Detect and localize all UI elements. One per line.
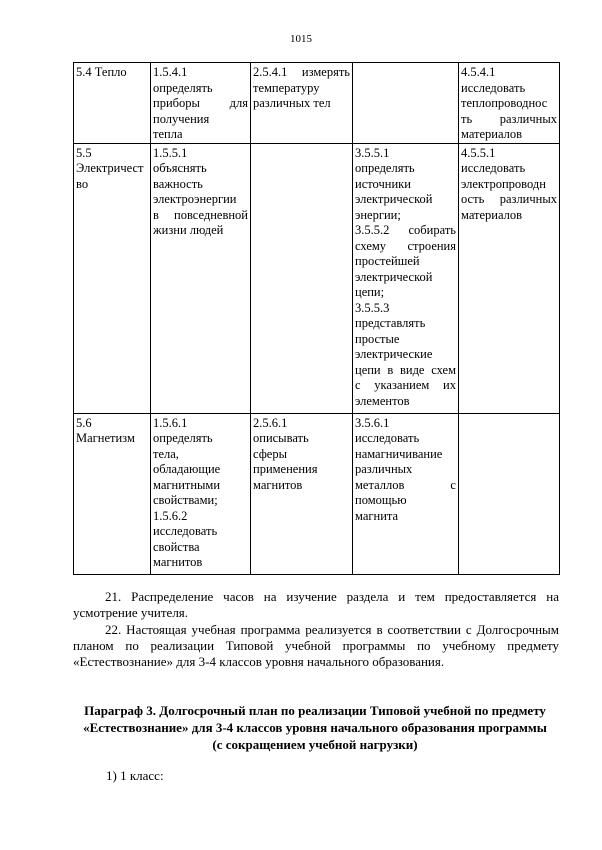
cell-text-line: помощью — [355, 493, 407, 507]
long-term-plan-table — [73, 62, 560, 575]
cell-text-line: 3.5.5.3 — [355, 300, 390, 315]
cell-text-line: простые — [355, 331, 400, 346]
cell-text-line: 3.5.5.1 — [355, 145, 390, 160]
cell-text-line: цепи в виде схем — [355, 362, 456, 377]
paragraph-22: 22. Настоящая учебная программа реализуется в соответствии с Долгосрочным планом по реализации Типовой учебной программы по учебному предмету «Естествознание» для 3-4 классов уровня начального образования. — [73, 622, 559, 669]
table-cell — [251, 413, 353, 574]
cell-text-line: 2.5.4.1 измерять — [253, 65, 350, 79]
cell-text-line: 1.5.6.2 — [153, 508, 188, 523]
cell-text-line: электроэнергии — [153, 192, 237, 206]
paragraph-21: 21. Распределение часов на изучение раздела и тем предоставляется на усмотрение учителя. — [73, 589, 559, 620]
table-cell — [251, 63, 353, 144]
cell-text-line: свойствами; — [153, 493, 218, 507]
table-cell — [251, 143, 353, 413]
cell-text-line: исследовать — [153, 524, 218, 538]
cell-text-line: жизни людей — [153, 223, 224, 237]
cell-text-line: теплопроводнос — [461, 96, 548, 110]
cell-text-line: ость различных — [461, 192, 557, 206]
section-heading: Параграф 3. Долгосрочный план по реализации Типовой учебной по предмету «Естествознание» для 3-4 классов уровня начального образования программы (с сокращением учебной нагрузки) — [83, 703, 547, 752]
cell-text-line: 2.5.6.1 — [253, 415, 288, 430]
cell-text-line: 1.5.6.1 — [153, 415, 188, 430]
cell-text-line: представлять — [355, 316, 426, 330]
cell-text-line: исследовать — [461, 161, 526, 175]
cell-text-line: источники — [355, 176, 411, 191]
table-cell — [459, 63, 560, 144]
table-cell — [353, 413, 459, 574]
table-cell — [459, 413, 560, 574]
cell-text-line: материалов — [461, 207, 523, 222]
table-cell — [74, 413, 151, 574]
table-cell — [151, 413, 251, 574]
cell-text-line: магнитными — [153, 477, 221, 492]
cell-text-line: магнитов — [153, 555, 203, 569]
table-row — [74, 63, 560, 144]
cell-text-line: тепла — [153, 127, 183, 141]
cell-text-line: 4.5.5.1 — [461, 145, 496, 160]
cell-text-line: 1.5.4.1 — [153, 65, 188, 79]
cell-text-line: объяснять — [153, 161, 207, 175]
table-cell — [151, 63, 251, 144]
cell-text-line: получения — [153, 111, 210, 126]
cell-text-line: материалов — [461, 127, 523, 141]
cell-text-line: сферы — [253, 446, 287, 461]
cell-text-line: магнитов — [253, 477, 303, 492]
cell-text-line: описывать — [253, 431, 309, 445]
cell-text-line: намагничивание — [355, 446, 443, 461]
cell-text-line: обладающие — [153, 462, 221, 476]
page-number: 1015 — [290, 33, 312, 45]
cell-text-line: свойства — [153, 539, 200, 554]
cell-text-line: с указанием их — [355, 378, 456, 392]
cell-text-line: в повседневной — [153, 207, 248, 222]
cell-text-line: 1.5.5.1 — [153, 145, 188, 160]
cell-text-line: электрической — [355, 269, 433, 284]
cell-text-line: важность — [153, 176, 203, 191]
cell-text-line: исследовать — [355, 431, 420, 445]
cell-text-line: металлов с — [355, 477, 456, 492]
table-cell — [151, 143, 251, 413]
cell-text-line: ть различных — [461, 111, 557, 126]
table-row — [74, 413, 560, 574]
cell-text-line: энергии; — [355, 207, 401, 222]
cell-text-line: 3.5.6.1 — [355, 415, 390, 430]
cell-text-line: определять — [355, 161, 415, 175]
table-cell — [353, 143, 459, 413]
cell-text-line: простейшей — [355, 254, 420, 268]
cell-text-line: определять — [153, 431, 213, 445]
table-cell — [459, 143, 560, 413]
cell-text-line: 3.5.5.2 собирать — [355, 223, 456, 237]
cell-text-line: применения — [253, 462, 318, 476]
class-line: 1) 1 класс: — [106, 768, 164, 783]
cell-text-line: 5.6 — [76, 415, 92, 430]
cell-text-line: различных тел — [253, 96, 331, 110]
cell-text-line: во — [76, 176, 89, 191]
cell-text-line: тела, — [153, 446, 179, 461]
cell-text-line: электрической — [355, 192, 433, 206]
cell-text-line: схему строения — [355, 238, 456, 253]
cell-text-line: различных — [355, 462, 413, 476]
cell-text-line: цепи; — [355, 285, 385, 299]
cell-text-line: магнита — [355, 508, 399, 523]
cell-text-line: электропроводн — [461, 176, 546, 191]
cell-text-line: электрические — [355, 347, 433, 361]
cell-text-line: температуру — [253, 80, 320, 95]
table-row — [74, 143, 560, 413]
cell-text-line: 4.5.4.1 — [461, 65, 496, 79]
cell-text-line: 5.4 Тепло — [76, 65, 127, 79]
table-cell — [74, 143, 151, 413]
table-cell — [353, 63, 459, 144]
cell-text-line: Электричест — [76, 161, 144, 175]
cell-text-line: исследовать — [461, 80, 526, 95]
cell-text-line: определять — [153, 80, 213, 95]
cell-text-line: 5.5 — [76, 145, 92, 160]
table-cell — [74, 63, 151, 144]
cell-text-line: приборы для — [153, 96, 248, 110]
cell-text-line: элементов — [355, 393, 410, 408]
cell-text-line: Магнетизм — [76, 431, 135, 445]
